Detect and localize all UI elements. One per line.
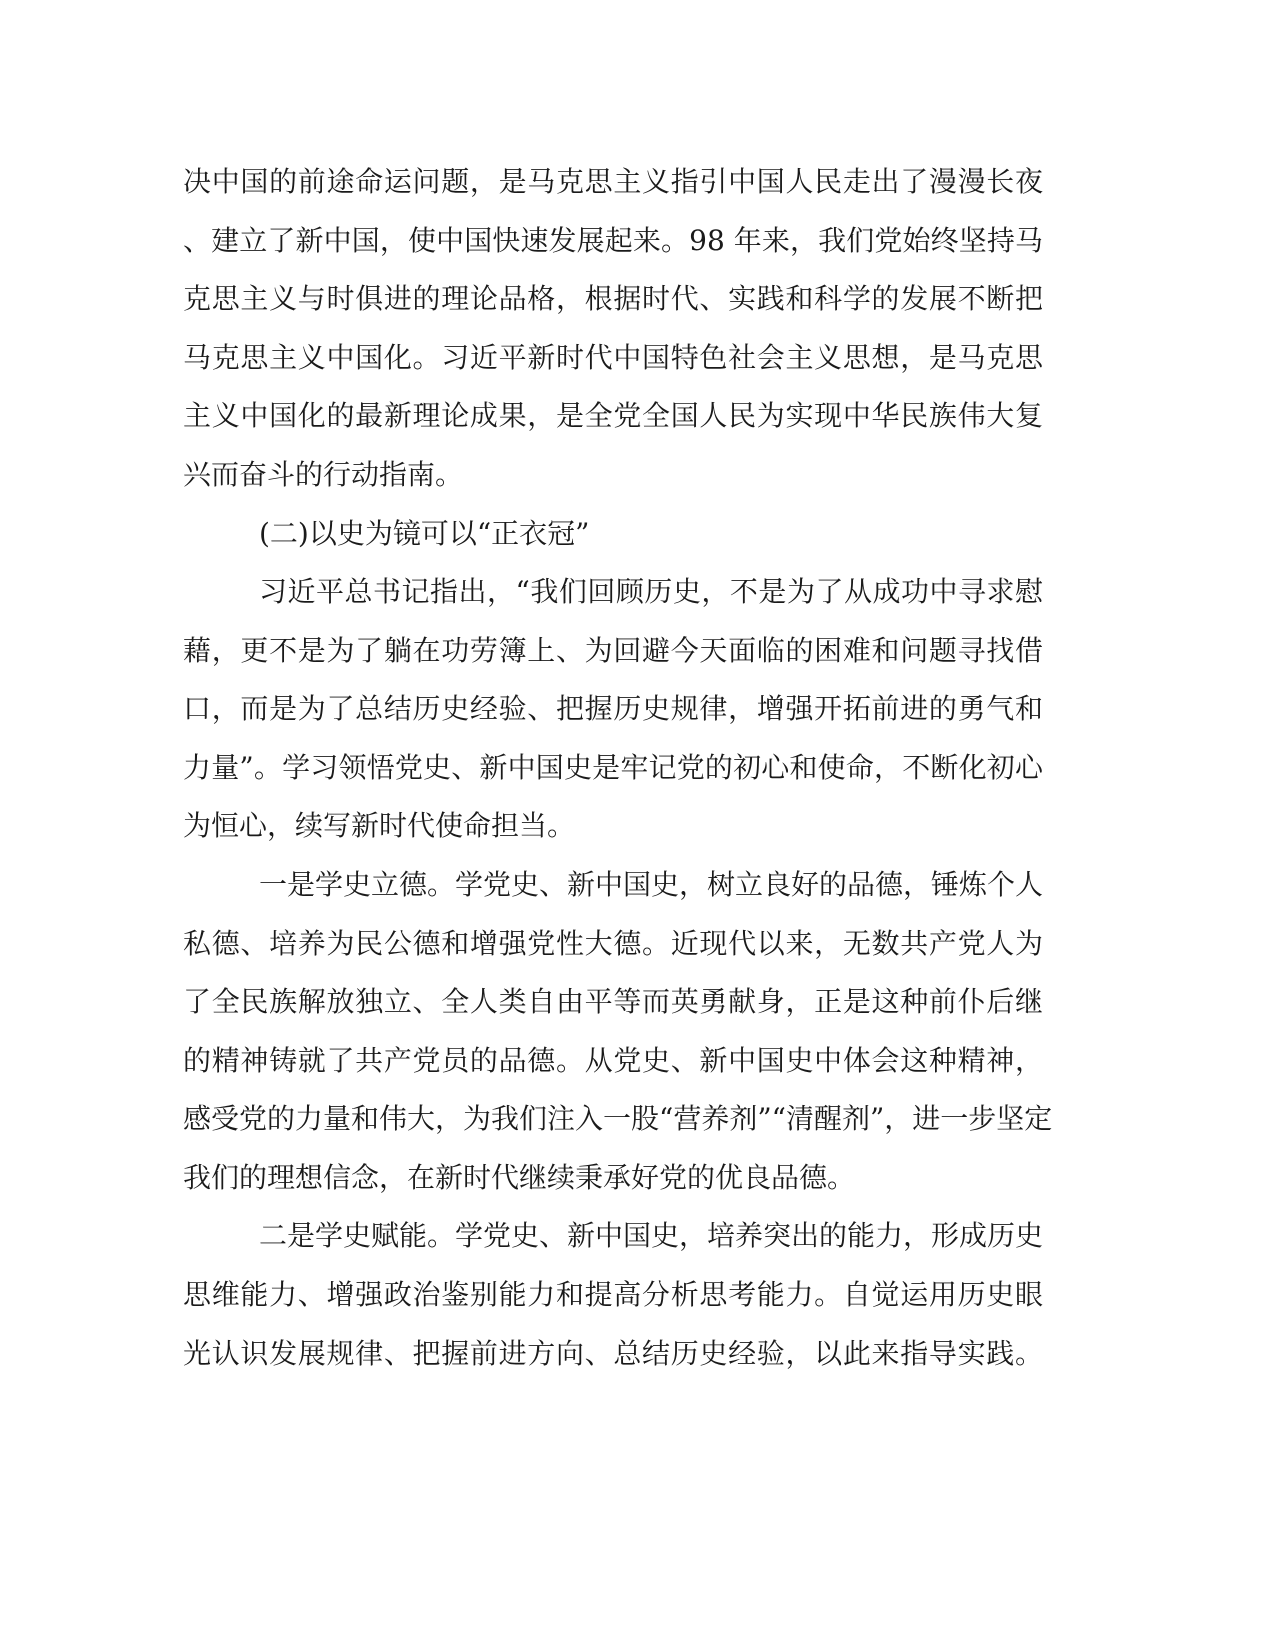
paragraph-line: 了全民族解放独立、全人类自由平等而英勇献身，正是这种前仆后继 (183, 985, 1043, 1018)
paragraph-line: 、建立了新中国，使中国快速发展起来。98 年来，我们党始终坚持马 (183, 224, 1043, 257)
paragraph-line: 的精神铸就了共产党员的品德。从党史、新中国史中体会这种精神， (183, 1044, 1043, 1077)
paragraph-line: 私德、培养为民公德和增强党性大德。近现代以来，无数共产党人为 (183, 927, 1043, 960)
paragraph-line: 思维能力、增强政治鉴别能力和提高分析思考能力。自觉运用历史眼 (183, 1278, 1043, 1311)
paragraph-line: 马克思主义中国化。习近平新时代中国特色社会主义思想，是马克思 (183, 341, 1043, 374)
paragraph-line: 决中国的前途命运问题，是马克思主义指引中国人民走出了漫漫长夜 (183, 165, 1043, 198)
paragraph-line: 一是学史立德。学党史、新中国史，树立良好的品德，锤炼个人 (259, 868, 1044, 901)
paragraph-line: 克思主义与时俱进的理论品格，根据时代、实践和科学的发展不断把 (183, 282, 1043, 315)
paragraph-line: 口，而是为了总结历史经验、把握历史规律，增强开拓前进的勇气和 (183, 692, 1043, 725)
paragraph-line: 为恒心，续写新时代使命担当。 (183, 809, 576, 842)
paragraph-line: 主义中国化的最新理论成果，是全党全国人民为实现中华民族伟大复 (183, 399, 1043, 432)
paragraph-line: 光认识发展规律、把握前进方向、总结历史经验，以此来指导实践。 (183, 1337, 1043, 1370)
section-heading: (二)以史为镜可以“正衣冠” (259, 517, 590, 550)
paragraph-line: 力量”。学习领悟党史、新中国史是牢记党的初心和使命，不断化初心 (183, 751, 1043, 784)
paragraph-line: 藉，更不是为了躺在功劳簿上、为回避今天面临的困难和问题寻找借 (183, 634, 1043, 667)
paragraph-line: 二是学史赋能。学党史、新中国史，培养突出的能力，形成历史 (259, 1219, 1044, 1252)
paragraph-line: 兴而奋斗的行动指南。 (183, 458, 464, 491)
paragraph-line: 感受党的力量和伟大，为我们注入一股“营养剂”“清醒剂”，进一步坚定 (183, 1102, 1053, 1135)
paragraph-line: 我们的理想信念，在新时代继续秉承好党的优良品德。 (183, 1161, 856, 1194)
paragraph-line: 习近平总书记指出，“我们回顾历史，不是为了从成功中寻求慰 (259, 575, 1043, 608)
